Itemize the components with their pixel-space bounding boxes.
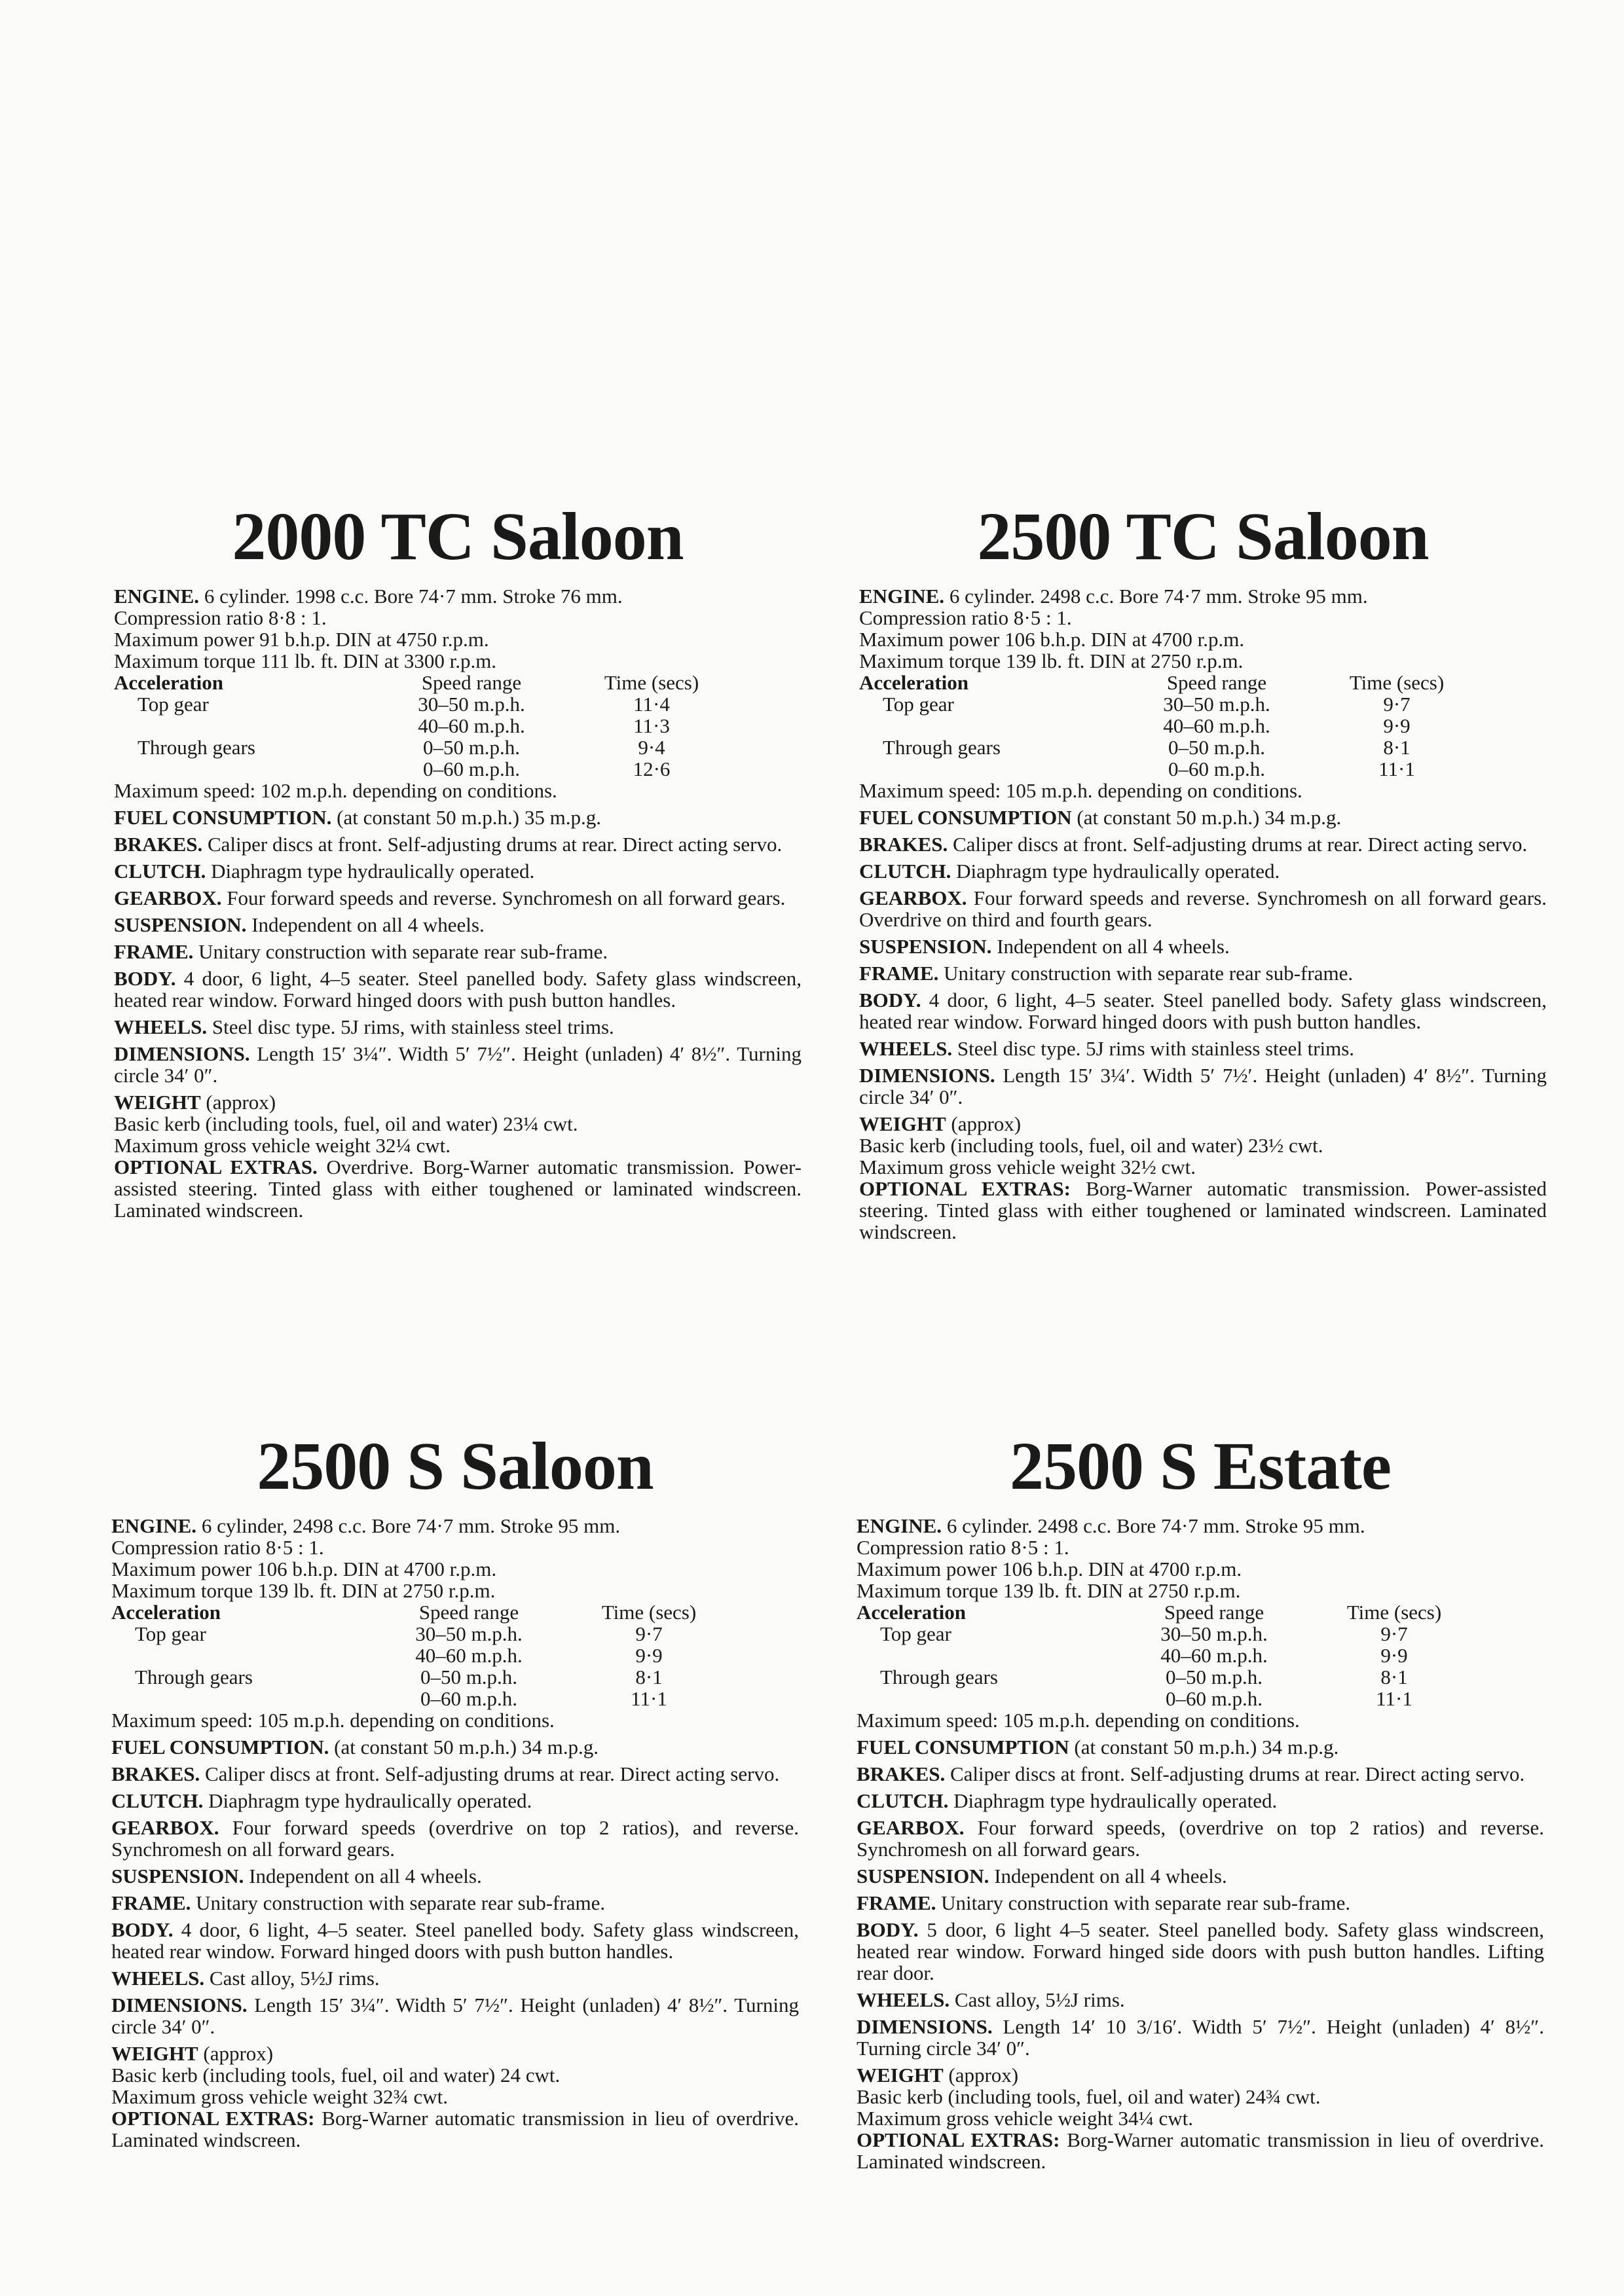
engine-section xyxy=(114,585,802,672)
extras-section xyxy=(857,2129,1544,2172)
engine-label: ENGINE. xyxy=(111,1514,197,1537)
power-text: Maximum power 91 b.h.p. DIN at 4750 r.p.m. xyxy=(114,628,489,651)
suspension-text: Independent on all 4 wheels. xyxy=(997,935,1230,958)
brakes-section xyxy=(111,1763,799,1785)
suspension-text: Independent on all 4 wheels. xyxy=(249,1865,482,1887)
acceleration-row xyxy=(859,693,1479,715)
speed-range-cell: 0–50 m.p.h. xyxy=(1168,736,1266,759)
extras-section xyxy=(859,1178,1547,1243)
acceleration-header-row xyxy=(857,1601,1476,1623)
wheels-label: WHEELS. xyxy=(114,1015,208,1038)
speed-range-cell: 30–50 m.p.h. xyxy=(415,1622,523,1645)
speed-range-cell: 40–60 m.p.h. xyxy=(1163,714,1270,737)
fuel-section xyxy=(857,1736,1544,1758)
power-text: Maximum power 106 b.h.p. DIN at 4700 r.p.m. xyxy=(111,1558,497,1580)
time-cell: 11·1 xyxy=(631,1687,667,1710)
body-section xyxy=(111,1919,799,1962)
frame-label: FRAME. xyxy=(859,962,939,985)
gearbox-section xyxy=(859,887,1547,930)
suspension-text: Independent on all 4 wheels. xyxy=(994,1865,1227,1887)
brakes-label: BRAKES. xyxy=(859,833,948,856)
wheels-label: WHEELS. xyxy=(857,1988,950,2011)
acceleration-row xyxy=(111,1688,731,1709)
acceleration-header: Acceleration xyxy=(857,1601,966,1624)
gear-label: Top gear xyxy=(883,693,954,716)
fuel-section xyxy=(114,807,802,828)
clutch-text: Diaphragm type hydraulically operated. xyxy=(208,1789,532,1812)
engine-text: 6 cylinder. 2498 c.c. Bore 74·7 mm. Stroke 95 mm. xyxy=(949,585,1368,608)
gear-label: Through gears xyxy=(883,736,1001,759)
acceleration-row xyxy=(114,737,733,758)
brakes-text: Caliper discs at front. Self-adjusting drums at rear. Direct acting servo. xyxy=(207,833,783,856)
gearbox-text: Four forward speeds (overdrive on top 2 ratios), and reverse. Synchromesh on all forward gears. xyxy=(111,1816,800,1861)
speed-range-cell: 0–60 m.p.h. xyxy=(1165,1687,1263,1710)
acceleration-table xyxy=(114,672,733,780)
dimensions-text: Length 15′ 3¼″. Width 5′ 7½″. Height (unladen) 4′ 8½″. Turning circle 34′ 0″. xyxy=(111,1994,799,2038)
frame-label: FRAME. xyxy=(111,1891,191,1914)
model-title: 2000 TC Saloon xyxy=(232,499,684,574)
acceleration-row xyxy=(857,1645,1476,1666)
fuel-label: FUEL CONSUMPTION xyxy=(859,806,1072,829)
gear-label: Top gear xyxy=(880,1622,951,1645)
dimensions-text: Length 15′ 3¼′. Width 5′ 7½′. Height (unladen) 4′ 8½″. Turning circle 34′ 0″. xyxy=(859,1064,1547,1108)
weight-approx: (approx) xyxy=(203,2042,274,2065)
compression-text: Compression ratio 8·5 : 1. xyxy=(857,1536,1069,1559)
acceleration-header-row xyxy=(111,1601,731,1623)
torque-text: Maximum torque 139 lb. ft. DIN at 2750 r.p.m. xyxy=(857,1579,1241,1602)
torque-text: Maximum torque 139 lb. ft. DIN at 2750 r.p.m. xyxy=(111,1579,496,1602)
frame-text: Unitary construction with separate rear sub-frame. xyxy=(198,940,608,963)
speed-range-cell: 30–50 m.p.h. xyxy=(1160,1622,1268,1645)
engine-label: ENGINE. xyxy=(859,585,945,608)
dimensions-section xyxy=(111,1994,799,2037)
gear-label xyxy=(857,1688,1116,1709)
suspension-section xyxy=(857,1865,1544,1887)
clutch-label: CLUTCH. xyxy=(111,1789,204,1812)
clutch-section xyxy=(859,860,1547,882)
weight-approx: (approx) xyxy=(206,1091,276,1114)
acceleration-row xyxy=(111,1645,731,1666)
torque-text: Maximum torque 139 lb. ft. DIN at 2750 r.p.m. xyxy=(859,649,1244,672)
extras-label: OPTIONAL EXTRAS: xyxy=(857,2128,1060,2151)
weight-section xyxy=(111,2043,799,2107)
gear-label: Through gears xyxy=(880,1666,998,1688)
engine-text: 6 cylinder. 1998 c.c. Bore 74·7 mm. Stroke 76 mm. xyxy=(204,585,623,608)
compression-text: Compression ratio 8·8 : 1. xyxy=(114,606,327,629)
brakes-label: BRAKES. xyxy=(114,833,203,856)
acceleration-row xyxy=(859,715,1479,737)
clutch-section xyxy=(111,1790,799,1812)
body-label: BODY. xyxy=(859,989,921,1011)
max-speed-text: Maximum speed: 102 m.p.h. depending on conditions. xyxy=(114,779,557,802)
fuel-label: FUEL CONSUMPTION. xyxy=(114,806,332,829)
speed-range-cell: 0–60 m.p.h. xyxy=(1168,757,1266,780)
body-section xyxy=(114,968,802,1011)
fuel-text: (at constant 50 m.p.h.) 34 m.p.g. xyxy=(334,1736,599,1758)
clutch-section xyxy=(857,1790,1544,1812)
model-title: 2500 S Estate xyxy=(1009,1429,1392,1504)
gear-label: Top gear xyxy=(135,1622,206,1645)
time-header: Time (secs) xyxy=(604,671,699,694)
time-cell: 9·9 xyxy=(1380,1644,1408,1667)
frame-label: FRAME. xyxy=(857,1891,936,1914)
dimensions-label: DIMENSIONS. xyxy=(857,2015,993,2038)
gear-label xyxy=(111,1645,371,1666)
speed-range-cell: 0–50 m.p.h. xyxy=(422,736,521,759)
weight-section xyxy=(859,1113,1547,1178)
speed-range-header: Speed range xyxy=(421,671,522,694)
acceleration-row xyxy=(111,1623,731,1645)
gear-label xyxy=(114,715,373,737)
gearbox-label: GEARBOX. xyxy=(857,1816,965,1839)
time-cell: 11·1 xyxy=(1376,1687,1412,1710)
time-cell: 8·1 xyxy=(1380,1666,1408,1688)
weight-gross-text: Maximum gross vehicle weight 32½ cwt. xyxy=(859,1156,1196,1178)
torque-text: Maximum torque 111 lb. ft. DIN at 3300 r.p.m. xyxy=(114,649,497,672)
gearbox-section xyxy=(114,887,802,909)
gear-label xyxy=(859,758,1118,780)
suspension-label: SUSPENSION. xyxy=(114,913,247,936)
dimensions-text: Length 15′ 3¼″. Width 5′ 7½″. Height (unladen) 4′ 8½″. Turning circle 34′ 0″. xyxy=(114,1042,802,1087)
clutch-label: CLUTCH. xyxy=(114,860,206,883)
speed-range-cell: 40–60 m.p.h. xyxy=(418,714,525,737)
engine-text: 6 cylinder, 2498 c.c. Bore 74·7 mm. Stroke 95 mm. xyxy=(201,1514,621,1537)
weight-kerb-text: Basic kerb (including tools, fuel, oil and water) 23¼ cwt. xyxy=(114,1112,578,1135)
time-cell: 9·9 xyxy=(635,1644,663,1667)
suspension-section xyxy=(859,936,1547,957)
time-cell: 9·7 xyxy=(1383,693,1411,716)
brakes-section xyxy=(857,1763,1544,1785)
gear-label xyxy=(114,758,373,780)
power-text: Maximum power 106 b.h.p. DIN at 4700 r.p.m. xyxy=(857,1558,1242,1580)
weight-kerb-text: Basic kerb (including tools, fuel, oil and water) 24¾ cwt. xyxy=(857,2085,1321,2108)
time-cell: 11·3 xyxy=(633,714,670,737)
acceleration-header-row xyxy=(114,672,733,693)
frame-section xyxy=(859,962,1547,984)
engine-section xyxy=(857,1515,1544,1601)
time-cell: 8·1 xyxy=(635,1666,663,1688)
frame-section xyxy=(857,1892,1544,1914)
dimensions-section xyxy=(859,1065,1547,1108)
time-cell: 11·4 xyxy=(633,693,670,716)
time-cell: 8·1 xyxy=(1383,736,1411,759)
suspension-section xyxy=(111,1865,799,1887)
frame-text: Unitary construction with separate rear sub-frame. xyxy=(944,962,1354,985)
frame-text: Unitary construction with separate rear sub-frame. xyxy=(941,1891,1351,1914)
fuel-label: FUEL CONSUMPTION xyxy=(857,1736,1069,1758)
extras-text: Overdrive. Borg-Warner automatic transmission. Power-assisted steering. Tinted glass with either toughened or laminated windscreen. Laminated windscreen. xyxy=(114,1156,802,1222)
spec-sheet-2500-s-estate xyxy=(857,1427,1544,2178)
gearbox-text: Four forward speeds and reverse. Synchromesh on all forward gears. xyxy=(227,886,786,909)
wheels-text: Steel disc type. 5J rims with stainless steel trims. xyxy=(957,1037,1355,1060)
acceleration-header: Acceleration xyxy=(859,671,969,694)
extras-text: Borg-Warner automatic transmission in lieu of overdrive. Laminated windscreen. xyxy=(111,2107,800,2151)
wheels-text: Cast alloy, 5½J rims. xyxy=(954,1988,1125,2011)
weight-approx: (approx) xyxy=(951,1112,1022,1135)
brakes-text: Caliper discs at front. Self-adjusting drums at rear. Direct acting servo. xyxy=(204,1762,780,1785)
extras-text: Borg-Warner automatic transmission. Power-assisted steering. Tinted glass with either toughened or laminated windscreen. Laminated windscreen. xyxy=(859,1177,1547,1243)
extras-section xyxy=(111,2107,799,2151)
model-title: 2500 TC Saloon xyxy=(977,499,1429,574)
acceleration-table xyxy=(111,1601,731,1709)
body-text: 4 door, 6 light, 4–5 seater. Steel panelled body. Safety glass windscreen, heated rear window. Forward hinged doors with push button handles. xyxy=(859,989,1547,1033)
clutch-text: Diaphragm type hydraulically operated. xyxy=(956,860,1280,883)
gearbox-section xyxy=(857,1817,1544,1860)
acceleration-row xyxy=(111,1666,731,1688)
spec-sheet-2500-tc-saloon xyxy=(859,498,1547,1248)
weight-label: WEIGHT xyxy=(111,2042,198,2065)
brakes-label: BRAKES. xyxy=(857,1762,946,1785)
spec-sheet-2500-s-saloon xyxy=(111,1427,799,2156)
weight-approx: (approx) xyxy=(948,2064,1019,2086)
clutch-label: CLUTCH. xyxy=(857,1789,949,1812)
clutch-text: Diaphragm type hydraulically operated. xyxy=(953,1789,1278,1812)
acceleration-row xyxy=(114,758,733,780)
weight-gross-text: Maximum gross vehicle weight 32¼ cwt. xyxy=(114,1134,451,1157)
fuel-text: (at constant 50 m.p.h.) 34 m.p.g. xyxy=(1077,806,1342,829)
suspension-label: SUSPENSION. xyxy=(111,1865,244,1887)
model-title: 2500 S Saloon xyxy=(257,1429,654,1504)
frame-section xyxy=(114,941,802,962)
frame-label: FRAME. xyxy=(114,940,194,963)
dimensions-section xyxy=(114,1043,802,1086)
speed-range-cell: 30–50 m.p.h. xyxy=(418,693,525,716)
spec-sheet-2000-tc-saloon xyxy=(114,498,802,1226)
gear-label: Through gears xyxy=(135,1666,253,1688)
suspension-section xyxy=(114,914,802,936)
wheels-section xyxy=(859,1038,1547,1059)
weight-gross-text: Maximum gross vehicle weight 34¼ cwt. xyxy=(857,2107,1193,2130)
speed-range-header: Speed range xyxy=(1164,1601,1264,1624)
weight-kerb-text: Basic kerb (including tools, fuel, oil and water) 23½ cwt. xyxy=(859,1134,1323,1157)
gearbox-section xyxy=(111,1817,799,1860)
wheels-text: Steel disc type. 5J rims, with stainless steel trims. xyxy=(212,1015,614,1038)
acceleration-row xyxy=(114,693,733,715)
body-section xyxy=(859,989,1547,1032)
acceleration-row xyxy=(859,758,1479,780)
weight-label: WEIGHT xyxy=(114,1091,201,1114)
time-cell: 12·6 xyxy=(633,757,671,780)
gearbox-text: Four forward speeds, (overdrive on top 2 ratios) and reverse. Synchromesh on all forward gears. xyxy=(857,1816,1545,1861)
time-header: Time (secs) xyxy=(1346,1601,1442,1624)
speed-range-cell: 0–50 m.p.h. xyxy=(420,1666,518,1688)
weight-section xyxy=(114,1091,802,1156)
weight-section xyxy=(857,2064,1544,2129)
dimensions-label: DIMENSIONS. xyxy=(859,1064,995,1087)
extras-label: OPTIONAL EXTRAS. xyxy=(114,1156,318,1178)
frame-text: Unitary construction with separate rear sub-frame. xyxy=(196,1891,606,1914)
time-cell: 9·7 xyxy=(1380,1622,1408,1645)
weight-kerb-text: Basic kerb (including tools, fuel, oil and water) 24 cwt. xyxy=(111,2064,561,2086)
body-text: 4 door, 6 light, 4–5 seater. Steel panelled body. Safety glass windscreen, heated rear window. Forward hinged doors with push button handles. xyxy=(114,967,802,1011)
acceleration-table xyxy=(857,1601,1476,1709)
speed-range-cell: 0–60 m.p.h. xyxy=(420,1687,518,1710)
weight-label: WEIGHT xyxy=(857,2064,944,2086)
gearbox-label: GEARBOX. xyxy=(859,886,967,909)
time-cell: 9·7 xyxy=(635,1622,663,1645)
brakes-section xyxy=(859,833,1547,855)
frame-section xyxy=(111,1892,799,1914)
acceleration-header-row xyxy=(859,672,1479,693)
suspension-label: SUSPENSION. xyxy=(859,935,992,958)
gear-label xyxy=(857,1645,1116,1666)
body-label: BODY. xyxy=(857,1918,919,1941)
extras-label: OPTIONAL EXTRAS: xyxy=(859,1177,1071,1200)
brakes-text: Caliper discs at front. Self-adjusting drums at rear. Direct acting servo. xyxy=(950,1762,1525,1785)
body-text: 5 door, 6 light 4–5 seater. Steel panelled body. Safety glass windscreen, heated rear window. Forward hinged side doors with push button handles. Lifting rear door. xyxy=(857,1918,1545,1984)
suspension-label: SUSPENSION. xyxy=(857,1865,989,1887)
dimensions-label: DIMENSIONS. xyxy=(114,1042,250,1065)
speed-range-cell: 40–60 m.p.h. xyxy=(1160,1644,1268,1667)
weight-label: WEIGHT xyxy=(859,1112,946,1135)
gear-label: Top gear xyxy=(138,693,209,716)
fuel-label: FUEL CONSUMPTION. xyxy=(111,1736,329,1758)
clutch-text: Diaphragm type hydraulically operated. xyxy=(211,860,535,883)
wheels-section xyxy=(857,1989,1544,2011)
time-cell: 11·1 xyxy=(1378,757,1415,780)
clutch-section xyxy=(114,860,802,882)
speed-range-header: Speed range xyxy=(1166,671,1267,694)
acceleration-header: Acceleration xyxy=(111,1601,221,1624)
engine-section xyxy=(859,585,1547,672)
wheels-section xyxy=(111,1967,799,1989)
wheels-section xyxy=(114,1016,802,1038)
gear-label: Through gears xyxy=(138,736,255,759)
dimensions-label: DIMENSIONS. xyxy=(111,1994,248,2016)
gearbox-label: GEARBOX. xyxy=(111,1816,219,1839)
speed-range-header: Speed range xyxy=(418,1601,519,1624)
acceleration-table xyxy=(859,672,1479,780)
gear-label xyxy=(111,1688,371,1709)
max-speed-text: Maximum speed: 105 m.p.h. depending on conditions. xyxy=(111,1709,555,1732)
speed-range-cell: 0–60 m.p.h. xyxy=(422,757,521,780)
acceleration-row xyxy=(859,737,1479,758)
speed-range-cell: 40–60 m.p.h. xyxy=(415,1644,523,1667)
engine-text: 6 cylinder. 2498 c.c. Bore 74·7 mm. Stroke 95 mm. xyxy=(946,1514,1365,1537)
weight-gross-text: Maximum gross vehicle weight 32¾ cwt. xyxy=(111,2085,448,2108)
dimensions-section xyxy=(857,2016,1544,2059)
clutch-label: CLUTCH. xyxy=(859,860,951,883)
acceleration-row xyxy=(114,715,733,737)
brakes-label: BRAKES. xyxy=(111,1762,200,1785)
extras-text: Borg-Warner automatic transmission in lieu of overdrive. Laminated windscreen. xyxy=(857,2128,1545,2173)
compression-text: Compression ratio 8·5 : 1. xyxy=(111,1536,324,1559)
speed-range-cell: 30–50 m.p.h. xyxy=(1163,693,1270,716)
body-section xyxy=(857,1919,1544,1984)
max-speed-text: Maximum speed: 105 m.p.h. depending on conditions. xyxy=(857,1709,1300,1732)
body-text: 4 door, 6 light, 4–5 seater. Steel panelled body. Safety glass windscreen, heated rear window. Forward hinged doors with push button handles. xyxy=(111,1918,799,1963)
acceleration-row xyxy=(857,1688,1476,1709)
time-header: Time (secs) xyxy=(601,1601,697,1624)
acceleration-header: Acceleration xyxy=(114,671,223,694)
wheels-text: Cast alloy, 5½J rims. xyxy=(209,1967,380,1990)
speed-range-cell: 0–50 m.p.h. xyxy=(1165,1666,1263,1688)
acceleration-row xyxy=(857,1623,1476,1645)
wheels-label: WHEELS. xyxy=(859,1037,953,1060)
time-cell: 9·4 xyxy=(638,736,665,759)
engine-section xyxy=(111,1515,799,1601)
gearbox-label: GEARBOX. xyxy=(114,886,222,909)
body-label: BODY. xyxy=(111,1918,174,1941)
fuel-section xyxy=(859,807,1547,828)
fuel-text: (at constant 50 m.p.h.) 35 m.p.g. xyxy=(337,806,601,829)
wheels-label: WHEELS. xyxy=(111,1967,205,1990)
extras-section xyxy=(114,1156,802,1221)
time-cell: 9·9 xyxy=(1383,714,1411,737)
body-label: BODY. xyxy=(114,967,176,990)
fuel-section xyxy=(111,1736,799,1758)
dimensions-text: Length 14′ 10 3/16′. Width 5′ 7½″. Height (unladen) 4′ 8½″. Turning circle 34′ 0″. xyxy=(857,2015,1545,2060)
max-speed-text: Maximum speed: 105 m.p.h. depending on conditions. xyxy=(859,779,1302,802)
fuel-text: (at constant 50 m.p.h.) 34 m.p.g. xyxy=(1074,1736,1339,1758)
suspension-text: Independent on all 4 wheels. xyxy=(251,913,485,936)
time-header: Time (secs) xyxy=(1349,671,1445,694)
brakes-text: Caliper discs at front. Self-adjusting drums at rear. Direct acting servo. xyxy=(952,833,1528,856)
extras-label: OPTIONAL EXTRAS: xyxy=(111,2107,315,2130)
gearbox-text: Four forward speeds and reverse. Synchromesh on all forward gears. Overdrive on third and fourth gears. xyxy=(859,886,1547,931)
gear-label xyxy=(859,715,1118,737)
brakes-section xyxy=(114,833,802,855)
acceleration-row xyxy=(857,1666,1476,1688)
compression-text: Compression ratio 8·5 : 1. xyxy=(859,606,1072,629)
power-text: Maximum power 106 b.h.p. DIN at 4700 r.p.m. xyxy=(859,628,1245,651)
engine-label: ENGINE. xyxy=(857,1514,942,1537)
engine-label: ENGINE. xyxy=(114,585,200,608)
